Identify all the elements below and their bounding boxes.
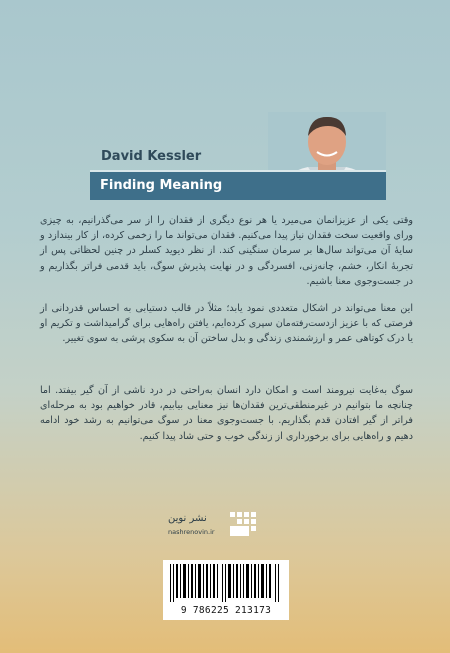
description-paragraph-1: وقتی یکی از عزیزانمان می‌میرد یا هر نوع دیگری از فقدان را از سر می‌گذرانیم، به چیزی ورای واقعیت سخت فقدان نیاز پیدا می‌کنیم. فقدان می‌تواند ما را زخمی کرده، از کار بیندازد و سایهٔ آن می‌تواند سال‌ها بر سرمان سنگینی کند. از نظر دیوید کسلر در چنین لحظاتی پس از تجربهٔ انکار، خشم، چانه‌زنی، افسردگی و در نهایت پذیرش سوگ، باید قدمی فراتر بگذاریم و در جست‌وجوی معنا باشیم. xyxy=(40,215,413,287)
publisher-logo-icon xyxy=(230,512,256,536)
isbn-barcode xyxy=(163,560,289,620)
publisher-name: نشر نوین xyxy=(168,513,207,524)
author-name: David Kessler xyxy=(101,149,202,164)
description-paragraph-2: این معنا می‌تواند در اشکال متعددی نمود یابد؛ مثلاً در قالب دستیابی به احساس قدردانی از فرصتی که با عزیز ازدست‌رفته‌مان سپری کرده‌ایم، یافتن راه‌هایی برای گرامیداشت و تکریم او یا درک کوتاهی عمر و ارزشمندی زندگی و بدل ساختن آن به سکوی پرشی به سوی تغییر. xyxy=(40,303,413,345)
publisher-website: nashrenovin.ir xyxy=(168,528,215,536)
title-band xyxy=(90,170,386,200)
description-paragraph-3: سوگ به‌غایت نیرومند است و امکان دارد انسان به‌راحتی در درد ناشی از آن گیر بیفتد. اما چنانچه ما بتوانیم در غیرمنطقی‌ترین فقدان‌ها نیز معنایی بیابیم، قادر خواهیم بود به مرحله‌ای فراتر از گیر افتادن قدم بگذاریم. با جست‌وجوی معنا در سوگ می‌توانیم به رشد خود ادامه دهیم و راه‌هایی برای برخورداری از زندگی خوب و حتی شاد پیدا کنیم. xyxy=(40,385,413,442)
barcode-bars xyxy=(170,564,282,602)
isbn-number: 9 786225 213173 xyxy=(180,605,272,616)
book-title: Finding Meaning xyxy=(100,178,223,193)
publisher-block xyxy=(168,510,278,540)
